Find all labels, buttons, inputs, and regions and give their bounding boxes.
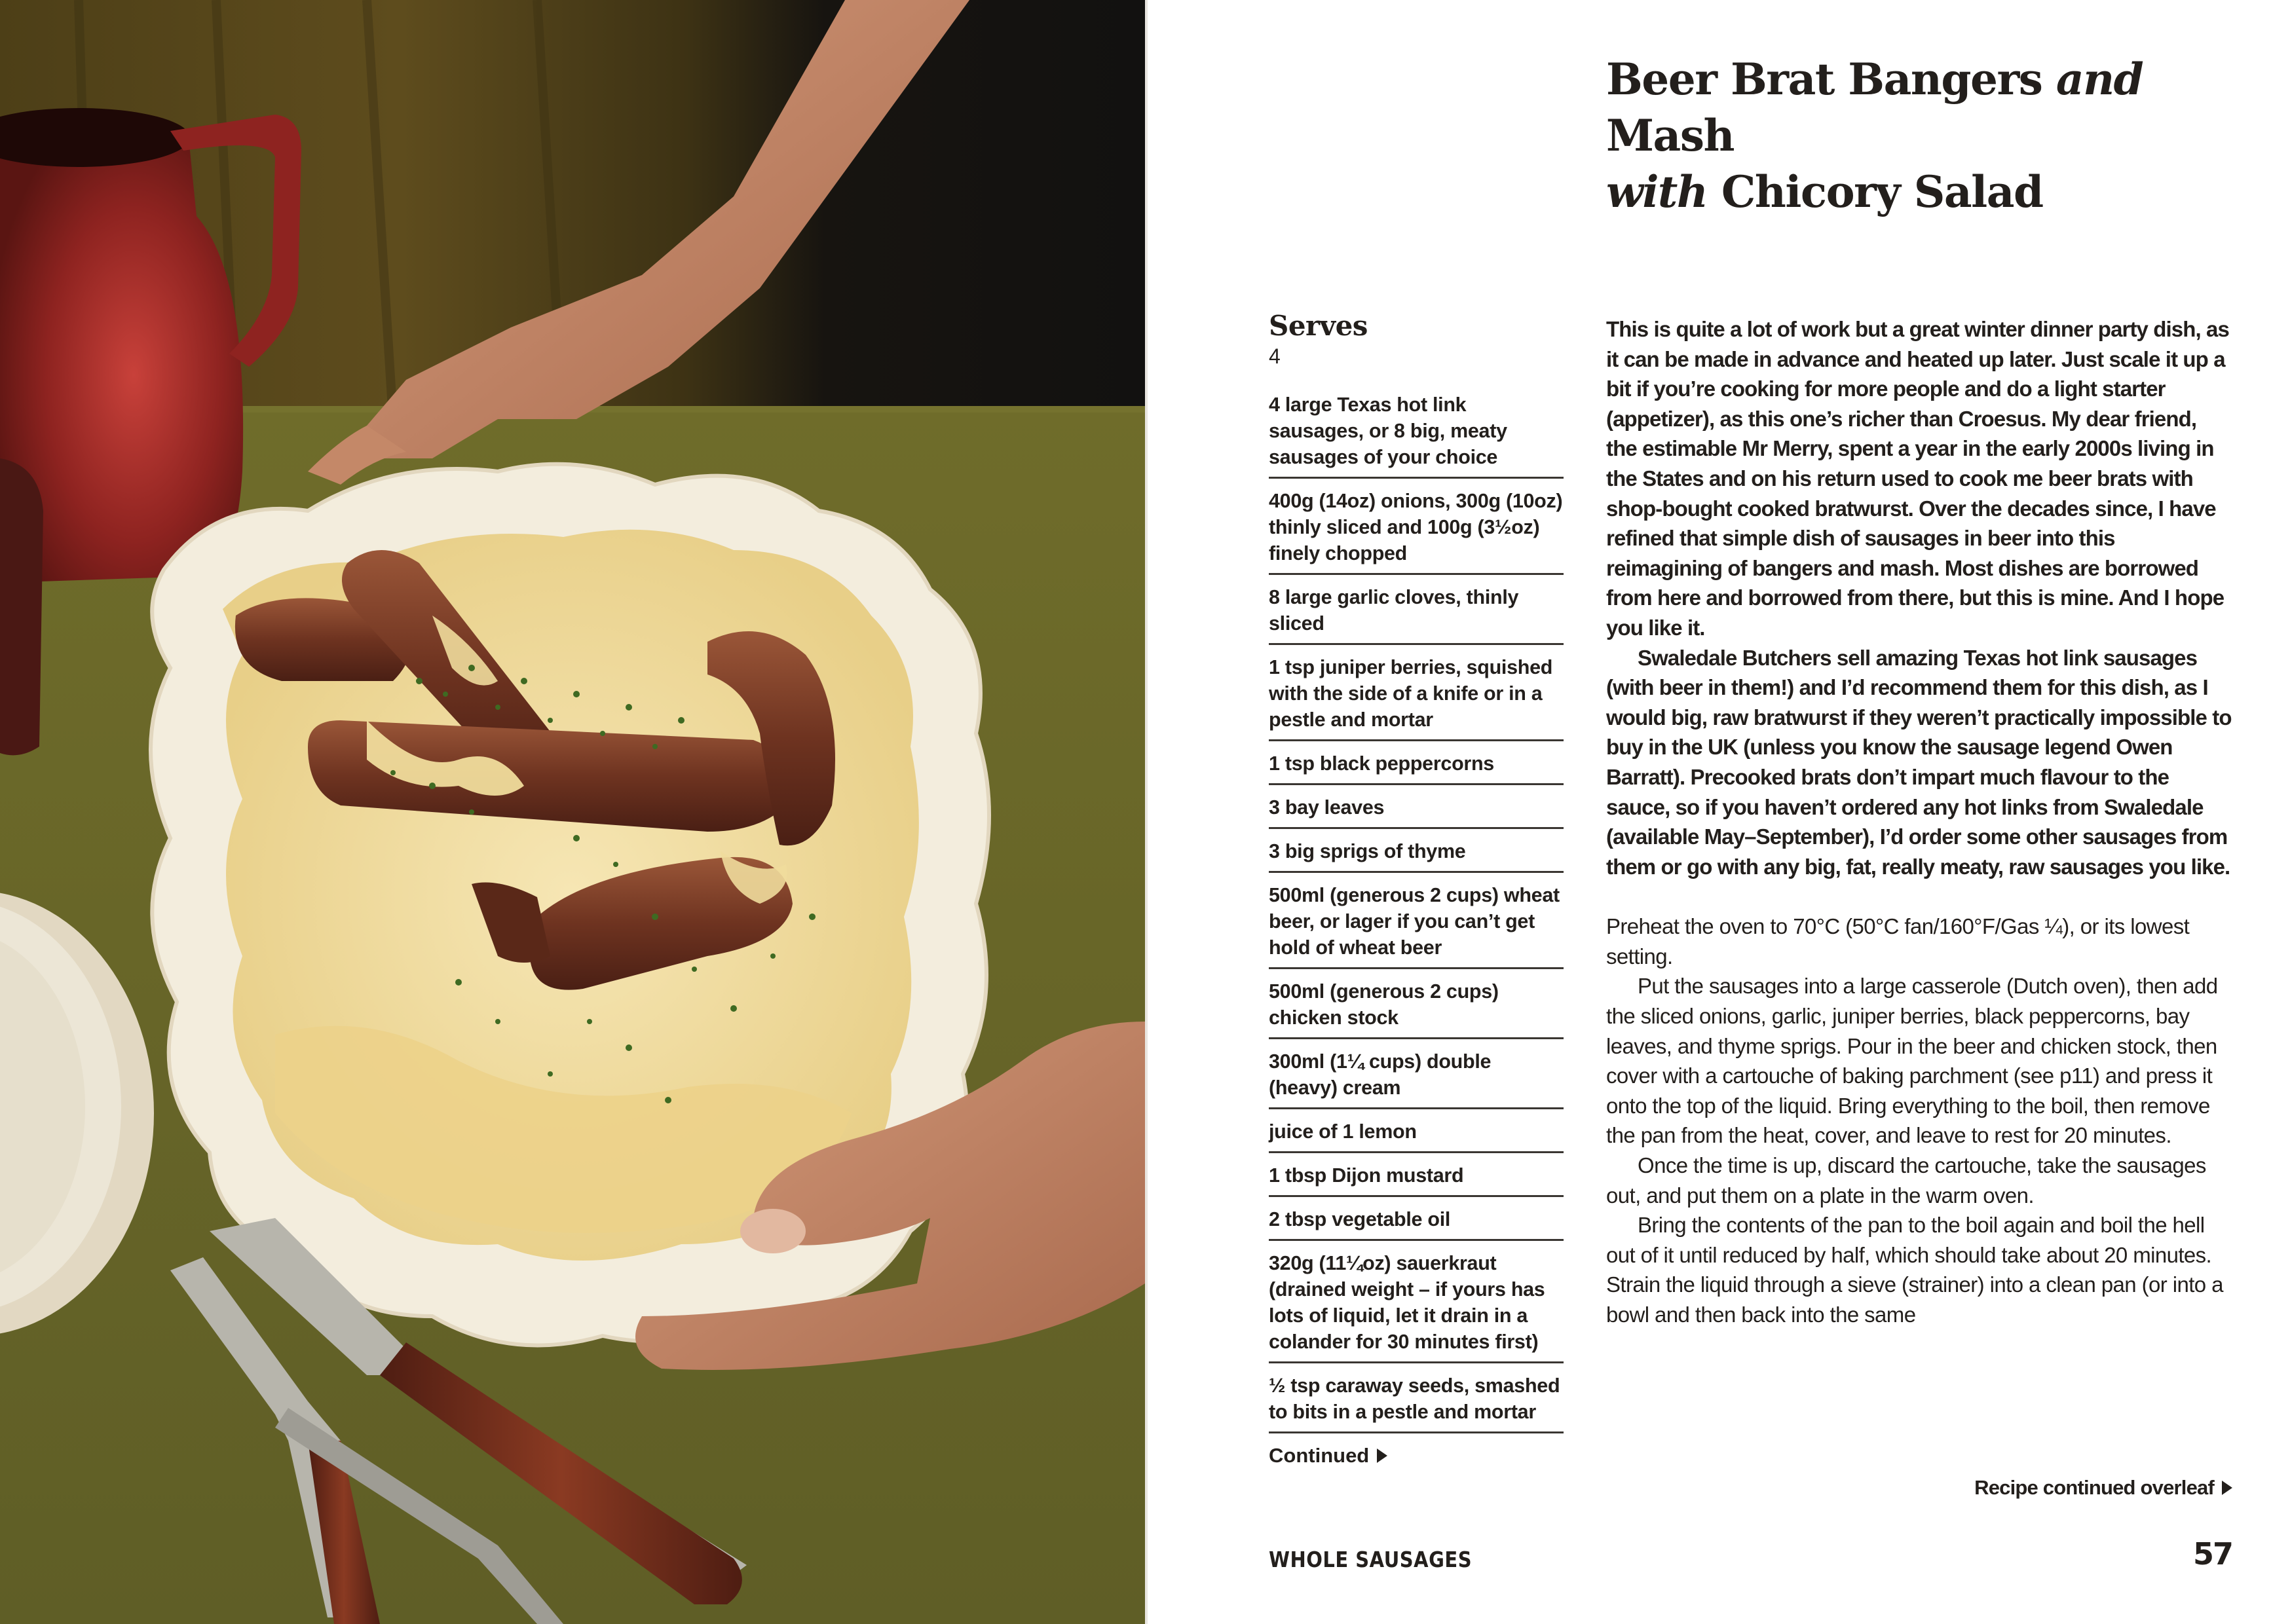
recipe-body-column: [1606, 314, 2232, 1330]
ingredient-item: juice of 1 lemon: [1269, 1109, 1564, 1153]
title-part: Mash: [1606, 110, 1734, 161]
title-part-italic: and: [2055, 54, 2143, 105]
ingredient-item: 2 tbsp vegetable oil: [1269, 1197, 1564, 1241]
continued-label: Continued: [1269, 1444, 1370, 1467]
title-part-italic: with: [1606, 166, 1708, 217]
ingredient-item: 500ml (generous 2 cups) wheat beer, or lager if you can’t get hold of wheat beer: [1269, 873, 1564, 969]
running-footer-section: WHOLE SAUSAGES: [1269, 1547, 1473, 1573]
ingredient-item: ½ tsp caraway seeds, smashed to bits in a pestle and mortar: [1269, 1363, 1564, 1433]
ingredient-item: 1 tsp black peppercorns: [1269, 741, 1564, 785]
recipe-method: [1606, 912, 2232, 1329]
intro-paragraph: This is quite a lot of work but a great winter dinner party dish, as it can be made in advance and heated up later. Just scale it up a bit if you’re cooking for more people and do a light starter (appetizer), as this one’s richer than Croesus. My dear friend, the estimable Mr Merry, spent a year in the early 2000s living in the States and on his return used to cook me beer brats with shop-bought cooked bratwurst. Over the decades since, I have refined that simple dish of sausages in beer into this reimagining of bangers and mash. Most dishes are borrowed from here and borrowed from there, but this is mine. And I hope you like it.: [1606, 317, 2229, 640]
ingredient-item: 3 bay leaves: [1269, 785, 1564, 829]
page-number: 57: [2192, 1536, 2232, 1572]
method-paragraph: Once the time is up, discard the cartouche, take the sausages out, and put them on a plate in the warm oven.: [1606, 1153, 2206, 1208]
ingredients-column: [1269, 310, 1564, 1469]
title-part: Chicory Salad: [1707, 166, 2043, 217]
serves-heading: Serves: [1269, 310, 1368, 342]
ingredient-item: 8 large garlic cloves, thinly sliced: [1269, 575, 1564, 645]
method-paragraph: Preheat the oven to 70°C (50°C fan/160°F/Gas ¼), or its lowest setting.: [1606, 914, 2190, 969]
title-part: Beer Brat Bangers: [1606, 54, 2056, 105]
ingredient-item: 3 big sprigs of thyme: [1269, 829, 1564, 873]
continued-note: [1269, 1443, 1564, 1469]
ingredient-item: 320g (11¼oz) sauerkraut (drained weight – if yours has lots of liquid, let it drain in a colander for 30 minutes first): [1269, 1241, 1564, 1363]
overleaf-label: Recipe continued overleaf: [1974, 1476, 2214, 1499]
recipe-title: [1606, 51, 2268, 220]
ingredient-item: 4 large Texas hot link sausages, or 8 big, meaty sausages of your choice: [1269, 388, 1564, 479]
triangle-right-icon: [1377, 1449, 1387, 1463]
method-paragraph: Bring the contents of the pan to the boil again and boil the hell out of it until reduced by half, which should take about 20 minutes. Strain the liquid through a sieve (strainer) into a clean pan (or into a bowl and then back into the same: [1606, 1213, 2223, 1327]
recipe-intro: [1606, 314, 2232, 881]
intro-paragraph: Swaledale Butchers sell amazing Texas hot link sausages (with beer in them!) and I’d recommend them for this dish, as I would big, raw bratwurst if they weren’t practically impossible to buy in the UK (unless you know the sausage legend Owen Barratt). Precooked brats don’t impart much flavour to the sauce, so if you haven’t ordered any hot links from Swaledale (available May–September), I’d order some other sausages from them or go with any big, fat, really meaty, raw sausages you like.: [1606, 645, 2232, 879]
ingredient-item: 300ml (1¼ cups) double (heavy) cream: [1269, 1039, 1564, 1109]
triangle-right-icon: [2222, 1481, 2232, 1495]
ingredients-list: [1269, 388, 1564, 1433]
ingredient-item: 500ml (generous 2 cups) chicken stock: [1269, 969, 1564, 1039]
page-gutter: [1145, 0, 1148, 1624]
serves-value: 4: [1269, 344, 1281, 368]
method-paragraph: Put the sausages into a large casserole (Dutch oven), then add the sliced onions, garlic, juniper berries, black peppercorns, bay leaves, and thyme sprigs. Pour in the beer and chicken stock, then cover with a cartouche of baking parchment (see p11) and press it onto the top of the liquid. Bring everything to the boil, then remove the pan from the heat, cover, and leave to rest for 20 minutes.: [1606, 974, 2218, 1148]
recipe-continued-overleaf: [1974, 1475, 2232, 1501]
ingredient-item: 1 tsp juniper berries, squished with the side of a knife or in a pestle and mortar: [1269, 645, 1564, 741]
ingredient-item: 1 tbsp Dijon mustard: [1269, 1153, 1564, 1197]
ingredient-item: 400g (14oz) onions, 300g (10oz) thinly sliced and 100g (3½oz) finely chopped: [1269, 479, 1564, 575]
